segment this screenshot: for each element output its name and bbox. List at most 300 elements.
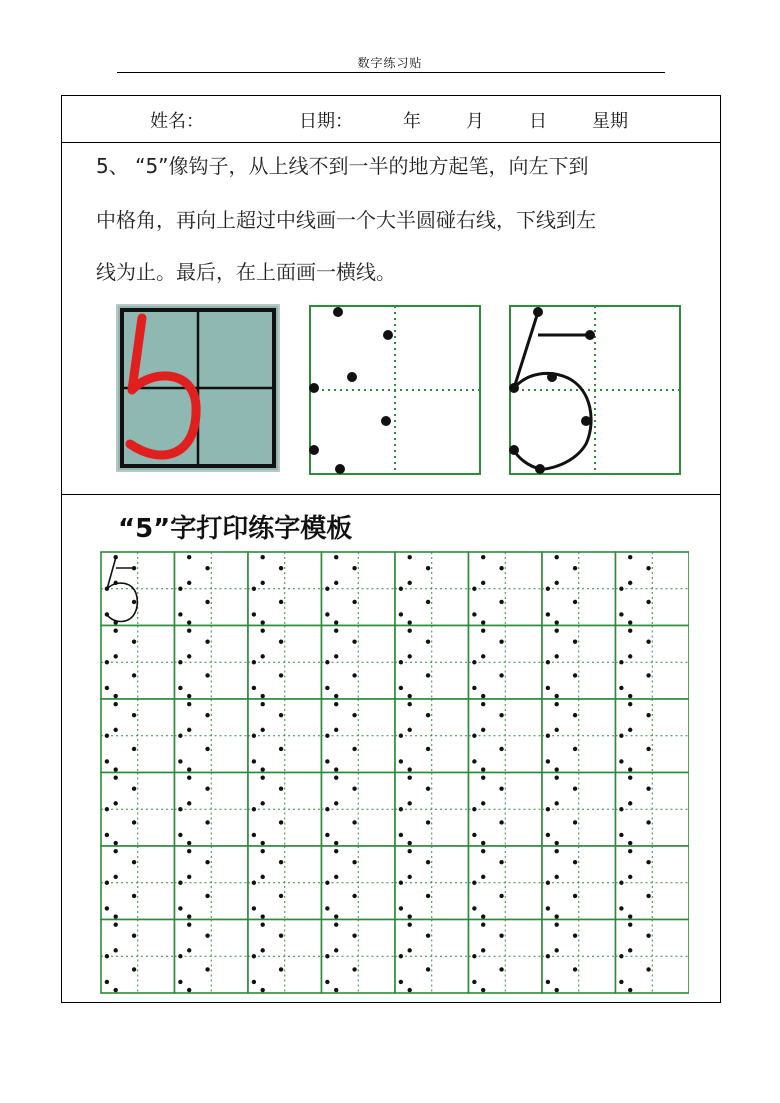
guide-dot [426,894,430,898]
guide-dot [114,841,118,845]
guide-dot [499,566,503,570]
guide-dot [261,849,265,853]
guide-dot [352,673,356,677]
guide-dot [205,600,209,604]
guide-dot [628,694,632,698]
guide-dot [187,767,191,771]
guide-dot [399,906,403,910]
guide-dot [646,786,650,790]
guide-dot [132,860,136,864]
guide-dot [187,849,191,853]
guide-dot [334,914,338,918]
guide-dot [334,801,338,805]
guide-dot [261,620,265,624]
guide-dot [426,860,430,864]
guide-dot [334,841,338,845]
guide-dot [481,948,485,952]
guide-dot [178,759,182,763]
guide-dot [205,820,209,824]
guide-dot [132,747,136,751]
guide-dot [408,948,412,952]
guide-dot [252,686,256,690]
guide-dot [481,922,485,926]
guide-dot [499,786,503,790]
guide-dot [546,660,550,664]
guide-dot [334,875,338,879]
guide-dot [325,881,329,885]
guide-dot [472,686,476,690]
guide-dot [105,980,109,984]
guide-dot [334,581,338,585]
guide-dot [646,894,650,898]
guide-dot [499,860,503,864]
guide-dot [408,694,412,698]
guide-dot [619,612,623,616]
guide-dot [352,860,356,864]
guide-dot [408,849,412,853]
guide-dot [105,686,109,690]
guide-dot [472,980,476,984]
info-row [62,96,720,143]
guide-dot [481,581,485,585]
guide-dot [573,747,577,751]
guide-dot [178,660,182,664]
name-label: 姓名： [150,111,204,132]
page-header-title: 数字练习贴 [357,56,423,70]
guide-dot [187,628,191,632]
guide-dot [646,639,650,643]
guide-dot [646,967,650,971]
guide-dot [114,914,118,918]
guide-dot [325,686,329,690]
guide-dot [408,875,412,879]
guide-dot [426,639,430,643]
guide-dot [546,587,550,591]
guide-dot [261,581,265,585]
guide-dot [325,980,329,984]
guide-dot [261,801,265,805]
guide-dot [646,747,650,751]
guide-dot [334,702,338,706]
guide-dot [628,728,632,732]
guide-dot [399,759,403,763]
guide-dot [555,922,559,926]
guide-dot [555,702,559,706]
guide-dot [279,894,283,898]
guide-dot [555,581,559,585]
guide-dot [334,948,338,952]
guide-dot [334,654,338,658]
guide-dot [499,820,503,824]
guide-dot [279,713,283,717]
guide-dot [352,747,356,751]
guide-dot [628,922,632,926]
tracing-grid-icon [99,550,689,1000]
guide-dot [132,673,136,677]
guide-dot [187,801,191,805]
guide-dot [646,820,650,824]
guide-dot [628,801,632,805]
guide-dot [546,980,550,984]
guide-dot [132,894,136,898]
guide-dot [187,775,191,779]
guide-dot [426,600,430,604]
guide-dot [472,881,476,885]
guide-dot [261,694,265,698]
guide-dot [352,894,356,898]
guide-dot [252,906,256,910]
guide-dot [132,566,136,570]
day-label: 日 [529,111,547,132]
guide-dot [619,881,623,885]
guide-dot [105,734,109,738]
guide-dot [619,954,623,958]
guide-dot [261,922,265,926]
guide-dot [481,775,485,779]
guide-dot [426,566,430,570]
guide-dot [352,967,356,971]
guide-dot [205,639,209,643]
guide-dot [408,620,412,624]
guide-dot [252,807,256,811]
guide-dot [252,980,256,984]
guide-dot [499,673,503,677]
guide-dot [546,906,550,910]
instruction-line-3: 线为止。最后，在上面画一横线。 [96,260,396,284]
guide-dot [408,702,412,706]
guide-dot [546,686,550,690]
guide-dot [178,612,182,616]
guide-dot [114,654,118,658]
guide-dot [546,881,550,885]
guide-dot [325,660,329,664]
guide-dot [499,639,503,643]
practice-title: “5”字打印练字模板 [118,514,353,544]
guide-dot [279,820,283,824]
guide-dot [628,914,632,918]
guide-dot [619,660,623,664]
guide-dot [472,587,476,591]
guide-dot [408,728,412,732]
guide-dot [573,786,577,790]
guide-dot [205,747,209,751]
guide-dot [481,702,485,706]
numeral-five-red-demo-icon [116,304,280,472]
guide-dot [499,894,503,898]
guide-dot [426,673,430,677]
guide-dot [628,620,632,624]
guide-dot [132,933,136,937]
guide-dot [178,954,182,958]
guide-dot [619,906,623,910]
guide-dot [481,767,485,771]
guide-dot [261,988,265,992]
guide-dot [481,654,485,658]
guide-dot [178,734,182,738]
guide-dot [261,875,265,879]
guide-dot [105,881,109,885]
guide-dot [334,628,338,632]
guide-dot [555,914,559,918]
guide-dot [114,581,118,585]
guide-dot [555,694,559,698]
guide-dot [472,759,476,763]
guide-dot [352,933,356,937]
guide-dot [352,820,356,824]
guide-dot [187,875,191,879]
guide-dot [628,875,632,879]
guide-dot [252,612,256,616]
guide-dot [325,906,329,910]
guide-dot [573,566,577,570]
stroke-dots-guide-icon [308,304,482,476]
practice-section [62,494,720,1002]
guide-dot [114,702,118,706]
guide-dot [408,922,412,926]
guide-dot [252,734,256,738]
guide-dot [114,875,118,879]
guide-dot [334,775,338,779]
guide-dot [187,914,191,918]
guide-dot [472,612,476,616]
guide-dot [426,933,430,937]
guide-dot [178,833,182,837]
instruction-line-2: 中格角，再向上超过中线画一个大半圆碰右线，下线到左 [96,208,596,232]
guide-dot [205,566,209,570]
guide-dot [105,833,109,837]
guide-dot [261,775,265,779]
date-label: 日期： [299,111,353,132]
guide-dot [105,906,109,910]
guide-dot [261,948,265,952]
guide-dot [426,747,430,751]
guide-dot [261,728,265,732]
guide-dot [114,922,118,926]
guide-dot [399,734,403,738]
guide-dot [205,967,209,971]
guide-dot [408,555,412,559]
guide-dot [325,759,329,763]
guide-dot [205,860,209,864]
guide-dot [555,620,559,624]
guide-dot [261,914,265,918]
guide-dot [472,954,476,958]
guide-dot [132,820,136,824]
guide-dot [573,894,577,898]
guide-dot [408,841,412,845]
guide-dot [352,566,356,570]
guide-dot [187,694,191,698]
guide-dot [555,628,559,632]
guide-dot [646,600,650,604]
guide-dot [261,628,265,632]
guide-dot [114,775,118,779]
guide-dot [132,639,136,643]
guide-dot [628,849,632,853]
instruction-line-1: 5、 “5”像钩子，从上线不到一半的地方起笔，向左下到 [96,154,589,178]
guide-dot [546,954,550,958]
guide-dot [187,841,191,845]
guide-dot [114,988,118,992]
instruction-section [62,142,720,495]
guide-dot [132,786,136,790]
guide-dot [252,660,256,664]
guide-dot [132,713,136,717]
guide-dot [105,759,109,763]
guide-dot [279,967,283,971]
month-label: 月 [466,111,484,132]
worksheet [61,95,721,1003]
guide-dot [555,841,559,845]
guide-dot [481,555,485,559]
guide-dot [334,988,338,992]
guide-dot [555,775,559,779]
guide-dot [399,980,403,984]
guide-dot [279,639,283,643]
guide-dot [187,654,191,658]
guide-dot [426,713,430,717]
year-label: 年 [403,111,421,132]
guide-dot [187,922,191,926]
guide-dot [187,948,191,952]
guide-dot [481,875,485,879]
guide-dot [178,587,182,591]
guide-dot [252,954,256,958]
guide-dot [114,628,118,632]
guide-dot [573,639,577,643]
guide-dot [628,988,632,992]
guide-dot [399,686,403,690]
guide-dot [325,612,329,616]
guide-dot [546,759,550,763]
guide-dot [399,660,403,664]
guide-dot [481,628,485,632]
guide-dot [408,654,412,658]
guide-dot [426,820,430,824]
guide-dot [628,767,632,771]
guide-dot [279,786,283,790]
guide-dot [187,555,191,559]
guide-dot [334,922,338,926]
guide-dot [334,767,338,771]
guide-dot [628,702,632,706]
guide-dot [132,967,136,971]
guide-dot [325,833,329,837]
guide-dot [205,933,209,937]
guide-dot [279,600,283,604]
guide-dot [114,620,118,624]
guide-dot [426,786,430,790]
guide-dot [325,807,329,811]
guide-dot [619,734,623,738]
guide-dot [499,747,503,751]
guide-dot [573,713,577,717]
guide-dot [555,728,559,732]
guide-dot [187,702,191,706]
guide-dot [325,954,329,958]
guide-dot [646,713,650,717]
guide-dot [628,581,632,585]
guide-dot [481,914,485,918]
guide-dot [399,954,403,958]
guide-dot [187,581,191,585]
guide-dot [399,612,403,616]
guide-dot [252,759,256,763]
guide-dot [472,807,476,811]
guide-dot [261,654,265,658]
guide-dot [325,734,329,738]
guide-dot [114,948,118,952]
guide-dot [646,860,650,864]
guide-dot [187,728,191,732]
guide-dot [546,734,550,738]
guide-dot [132,600,136,604]
guide-dot [408,767,412,771]
guide-dot [619,980,623,984]
guide-dot [399,881,403,885]
guide-dot [334,555,338,559]
guide-dot [205,786,209,790]
guide-dot [279,933,283,937]
guide-dot [573,933,577,937]
guide-dot [187,988,191,992]
guide-dot [205,713,209,717]
guide-dot [555,948,559,952]
guide-dot [325,587,329,591]
guide-dot [279,860,283,864]
guide-dot [499,600,503,604]
guide-dot [619,807,623,811]
guide-dot [555,767,559,771]
guide-dot [408,801,412,805]
guide-dot [334,728,338,732]
guide-dot [481,849,485,853]
guide-dot [472,906,476,910]
guide-dot [408,581,412,585]
guide-dot [619,686,623,690]
guide-dot [279,566,283,570]
guide-dot [499,967,503,971]
guide-dot [334,849,338,853]
guide-dot [205,894,209,898]
guide-dot [178,881,182,885]
guide-dot [114,849,118,853]
guide-dot [205,673,209,677]
guide-dot [546,833,550,837]
guide-dot [472,833,476,837]
guide-dot [499,713,503,717]
guide-dot [352,786,356,790]
guide-dot [481,988,485,992]
guide-dot [187,620,191,624]
guide-dot [573,673,577,677]
guide-dot [499,933,503,937]
guide-dot [114,728,118,732]
guide-dot [573,860,577,864]
guide-dot [546,807,550,811]
guide-dot [481,728,485,732]
guide-dot [628,948,632,952]
guide-dot [105,587,109,591]
guide-dot [352,639,356,643]
guide-dot [178,807,182,811]
guide-dot [619,759,623,763]
guide-dot [472,660,476,664]
guide-dot [555,875,559,879]
guide-dot [628,555,632,559]
guide-dot [114,767,118,771]
guide-dot [628,654,632,658]
